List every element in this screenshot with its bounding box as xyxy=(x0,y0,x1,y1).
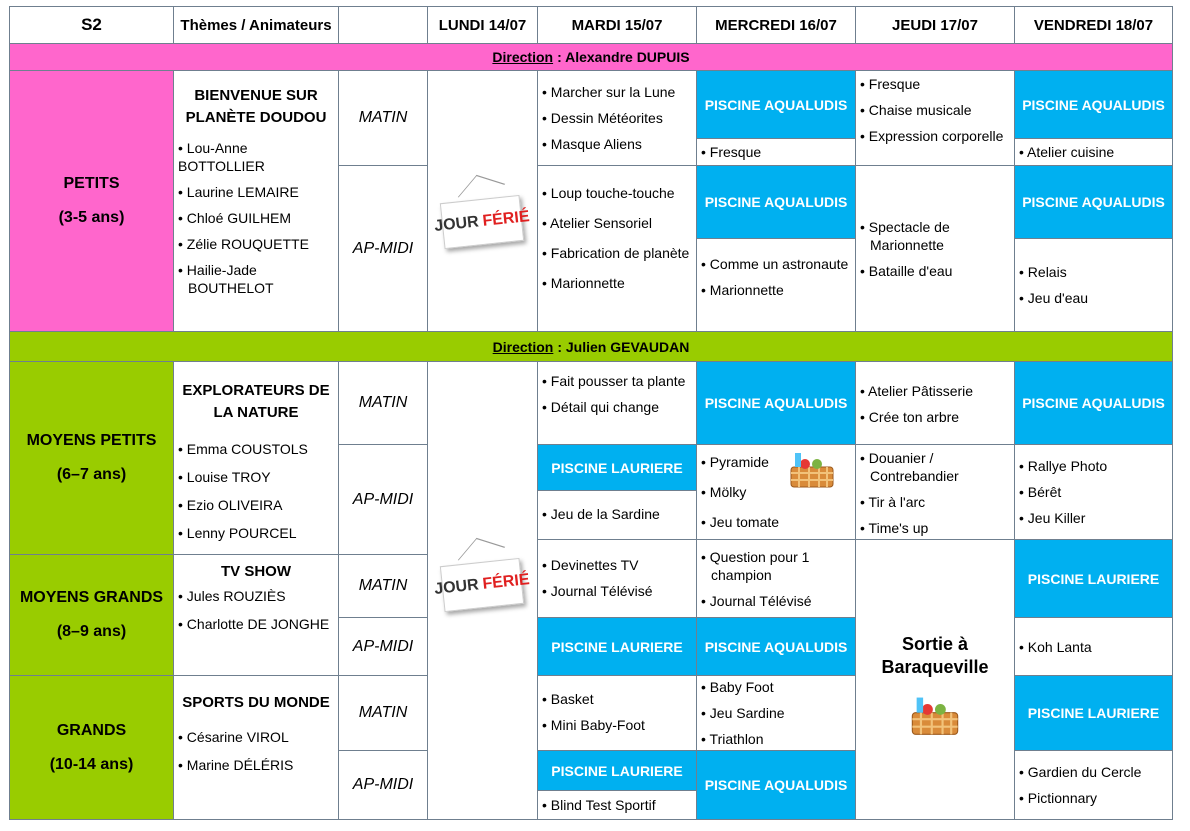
sortie-line-2: Baraqueville xyxy=(881,656,989,677)
pool-block: PISCINE LAURIERE xyxy=(537,750,697,791)
direction-name: : Julien GEVAUDAN xyxy=(557,338,690,355)
theme-cell-petits xyxy=(173,70,339,332)
activity: • Baby Foot xyxy=(699,678,855,696)
theme-title: BIENVENUE SUR PLANÈTE DOUDOU xyxy=(185,87,327,126)
slot-apmidi: AP-MIDI xyxy=(338,165,428,332)
animateur: • Ezio OLIVEIRA xyxy=(178,497,283,513)
activity: • Bataille d'eau xyxy=(858,262,1014,280)
slot-apmidi: AP-MIDI xyxy=(338,444,428,555)
animateur: • Marine DÉLÉRIS xyxy=(178,757,294,773)
activity: • Masque Aliens xyxy=(540,135,696,153)
activity: • Journal Télévisé xyxy=(699,592,855,610)
moyens-grands-mercredi-matin xyxy=(696,539,856,618)
group-moyens-grands xyxy=(9,554,174,676)
petits-mercredi-matin xyxy=(696,138,856,166)
moyens-grands-vendredi-apmidi xyxy=(1014,617,1173,676)
sortie-line-1: Sortie à xyxy=(901,633,969,654)
activity: • Atelier cuisine xyxy=(1017,143,1172,161)
activity: • Fait pousser ta plante xyxy=(540,372,696,390)
pool-block: PISCINE LAURIERE xyxy=(1014,675,1173,751)
activity: • Basket xyxy=(540,690,696,708)
animateur: • Charlotte DE JONGHE xyxy=(178,616,330,632)
activity: • Marionnette xyxy=(540,274,696,292)
petits-mardi-apmidi xyxy=(537,165,697,332)
activity: • Time's up xyxy=(858,519,1014,537)
activity: • Fabrication de planète xyxy=(540,244,696,262)
activity: • Question pour 1 champion xyxy=(699,548,855,584)
petits-vendredi-apmidi xyxy=(1014,238,1173,332)
activity: • Atelier Sensoriel xyxy=(540,214,696,232)
pool-block: PISCINE LAURIERE xyxy=(537,617,697,676)
slot-apmidi: AP-MIDI xyxy=(338,750,428,820)
group-age: (6–7 ans) xyxy=(56,466,127,483)
theme-cell-grands xyxy=(173,675,339,820)
activity: • Triathlon xyxy=(699,730,855,748)
day-header-vendredi: VENDREDI 18/07 xyxy=(1014,6,1173,44)
pool-block: PISCINE LAURIERE xyxy=(537,444,697,491)
activity: • Relais xyxy=(1017,263,1172,281)
slot-apmidi: AP-MIDI xyxy=(338,617,428,676)
activity: • Loup touche-touche xyxy=(540,184,696,202)
pool-block: PISCINE AQUALUDIS xyxy=(696,361,856,445)
theme-title: EXPLORATEURS DE LA NATURE xyxy=(182,382,330,421)
activity: • Marcher sur la Lune xyxy=(540,83,696,101)
animateur: • Lou-Anne BOTTOLLIER xyxy=(178,140,265,174)
activity: • Blind Test Sportif xyxy=(540,796,696,814)
picnic-basket-icon xyxy=(787,453,837,489)
activity: • Koh Lanta xyxy=(1017,638,1172,656)
activity: • Jeu Sardine xyxy=(699,704,855,722)
petits-jeudi-apmidi xyxy=(855,165,1015,332)
group-name: GRANDS xyxy=(56,721,127,739)
slot-header xyxy=(338,6,428,44)
animateur: • Louise TROY xyxy=(178,469,271,485)
activity: • Pictionnary xyxy=(1017,789,1172,807)
pool-block: PISCINE AQUALUDIS xyxy=(696,750,856,820)
moyens-petits-vendredi-apmidi xyxy=(1014,444,1173,540)
activity: • Jeu Killer xyxy=(1017,509,1172,527)
grands-mardi-apmidi xyxy=(537,790,697,820)
pool-block: PISCINE AQUALUDIS xyxy=(696,70,856,139)
activity: • Atelier Pâtisserie xyxy=(858,382,1014,400)
slot-matin: MATIN xyxy=(338,554,428,618)
direction-name: : Alexandre DUPUIS xyxy=(557,49,690,65)
theme-cell-moyens-grands xyxy=(173,554,339,676)
direction-band-1 xyxy=(9,43,1173,71)
slot-matin: MATIN xyxy=(338,675,428,751)
activity: • Expression corporelle xyxy=(858,127,1014,145)
themes-header: Thèmes / Animateurs xyxy=(173,6,339,44)
activity: • Rallye Photo xyxy=(1017,457,1172,475)
group-name: PETITS xyxy=(63,175,120,192)
activity: • Bérêt xyxy=(1017,483,1172,501)
group-age: (8–9 ans) xyxy=(56,623,127,640)
activity: • Gardien du Cercle xyxy=(1017,763,1172,781)
group-name: MOYENS PETITS xyxy=(26,432,157,449)
day-header-mercredi: MERCREDI 16/07 xyxy=(696,6,856,44)
activity: • Jeu de la Sardine xyxy=(540,505,696,523)
grands-mardi-matin xyxy=(537,675,697,751)
animateur: • Emma COUSTOLS xyxy=(178,441,308,457)
animateur: • Jules ROUZIÈS xyxy=(178,588,286,604)
activity: • Pyramide xyxy=(699,453,855,471)
animateur: • Zélie ROUQUETTE xyxy=(178,236,309,252)
activity: • Spectacle de Marionnette xyxy=(858,218,1014,254)
activity: • Tir à l'arc xyxy=(858,493,1014,511)
animateur: • Laurine LEMAIRE xyxy=(178,184,299,200)
theme-cell-moyens-petits xyxy=(173,361,339,555)
pool-block: PISCINE AQUALUDIS xyxy=(1014,70,1173,139)
theme-title: SPORTS DU MONDE xyxy=(182,694,330,711)
petits-vendredi-matin xyxy=(1014,138,1173,166)
activity: • Mölky xyxy=(699,483,855,501)
lundi-holiday-2 xyxy=(427,361,538,820)
activity: • Mini Baby-Foot xyxy=(540,716,696,734)
group-age: (3-5 ans) xyxy=(58,209,125,226)
petits-mercredi-apmidi xyxy=(696,238,856,332)
activity: • Dessin Météorites xyxy=(540,109,696,127)
activity: • Crée ton arbre xyxy=(858,408,1014,426)
animateur: • Hailie-Jade BOUTHELOT xyxy=(178,262,274,296)
activity: • Jeu tomate xyxy=(699,513,855,531)
activity: • Devinettes TV xyxy=(540,556,696,574)
day-header-mardi: MARDI 15/07 xyxy=(537,6,697,44)
animateur: • Césarine VIROL xyxy=(178,729,289,745)
activity: • Marionnette xyxy=(699,281,855,299)
slot-matin: MATIN xyxy=(338,70,428,166)
moyens-petits-jeudi-matin xyxy=(855,361,1015,445)
day-header-lundi: LUNDI 14/07 xyxy=(427,6,538,44)
pool-block: PISCINE AQUALUDIS xyxy=(696,165,856,239)
activity: • Fresque xyxy=(699,143,855,161)
group-petits xyxy=(9,70,174,332)
moyens-grands-mardi-matin xyxy=(537,539,697,618)
grands-vendredi-apmidi xyxy=(1014,750,1173,820)
direction-band-2 xyxy=(9,331,1173,362)
pool-block: PISCINE LAURIERE xyxy=(1014,539,1173,618)
activity: • Comme un astronaute xyxy=(699,255,855,273)
day-header-jeudi: JEUDI 17/07 xyxy=(855,6,1015,44)
slot-matin: MATIN xyxy=(338,361,428,445)
group-grands xyxy=(9,675,174,820)
grands-mercredi-matin xyxy=(696,675,856,751)
animateur: • Lenny POURCEL xyxy=(178,525,297,541)
activity: • Jeu d'eau xyxy=(1017,289,1172,307)
moyens-petits-mercredi-apmidi xyxy=(696,444,856,540)
lundi-holiday-1 xyxy=(427,70,538,332)
pool-block: PISCINE AQUALUDIS xyxy=(1014,361,1173,445)
sortie-cell xyxy=(855,539,1015,820)
petits-mardi-matin xyxy=(537,70,697,166)
picnic-basket-icon xyxy=(908,697,962,737)
petits-jeudi-matin xyxy=(855,70,1015,166)
activity: • Journal Télévisé xyxy=(540,582,696,600)
direction-label: Direction xyxy=(492,49,554,65)
activity: • Détail qui change xyxy=(540,398,696,416)
moyens-petits-mardi-matin xyxy=(537,361,697,445)
week-label: S2 xyxy=(9,6,174,44)
jour-ferie-sign: JOUR FÉRIÉ xyxy=(442,562,522,608)
jour-ferie-sign: JOUR FÉRIÉ xyxy=(442,199,522,245)
activity: • Fresque xyxy=(858,75,1014,93)
pool-block: PISCINE AQUALUDIS xyxy=(696,617,856,676)
animateur: • Chloé GUILHEM xyxy=(178,210,292,226)
group-moyens-petits xyxy=(9,361,174,555)
group-name: MOYENS GRANDS xyxy=(19,589,164,606)
activity: • Chaise musicale xyxy=(858,101,1014,119)
pool-block: PISCINE AQUALUDIS xyxy=(1014,165,1173,239)
moyens-petits-jeudi-apmidi xyxy=(855,444,1015,540)
theme-title: TV SHOW xyxy=(221,563,291,580)
direction-label: Direction xyxy=(492,338,554,355)
group-age: (10-14 ans) xyxy=(49,755,134,773)
activity: • Douanier / Contrebandier xyxy=(858,449,1014,485)
